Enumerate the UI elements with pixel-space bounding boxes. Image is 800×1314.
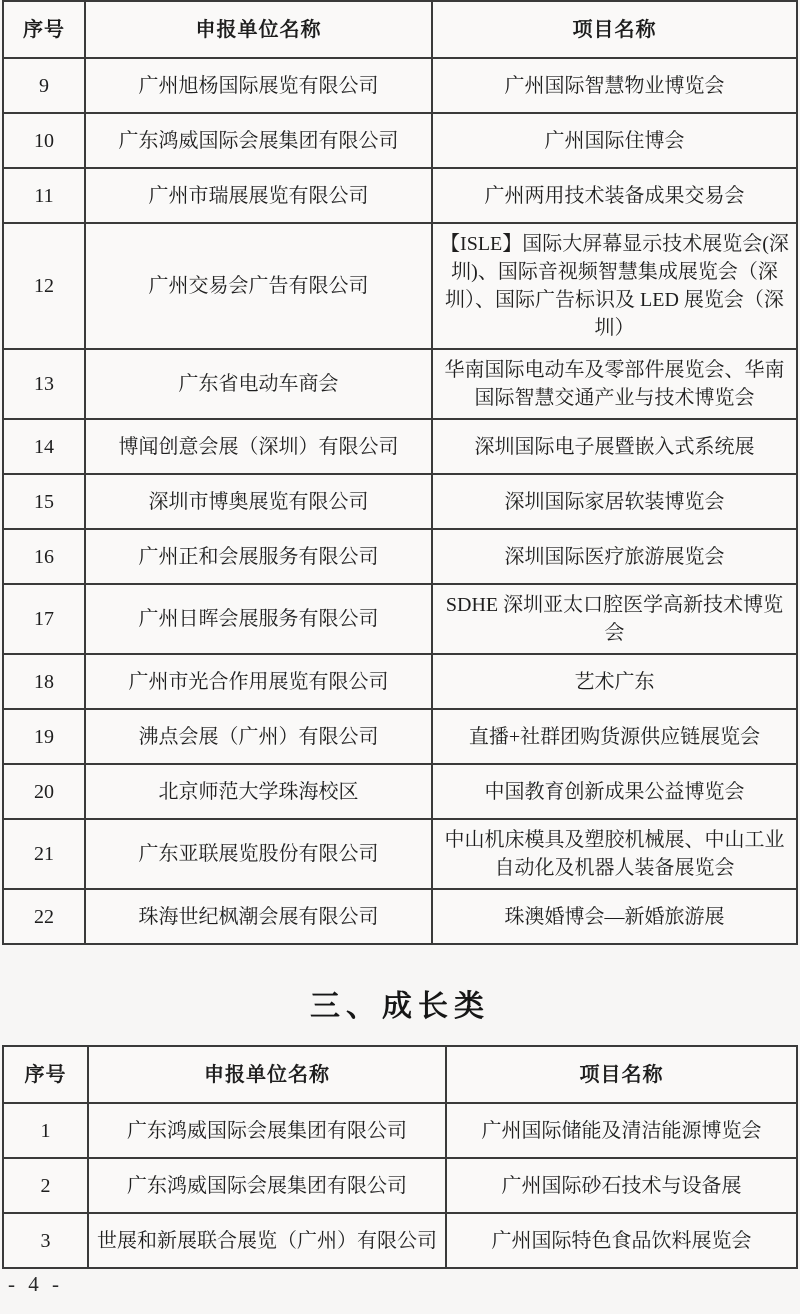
table-row <box>3 709 797 764</box>
project-name-cell: 中国教育创新成果公益博览会 <box>432 764 797 819</box>
table-row <box>3 223 797 349</box>
table-row <box>3 819 797 889</box>
column-header-project: 项目名称 <box>432 1 797 58</box>
table-row <box>3 58 797 113</box>
company-name-cell: 广州日晖会展服务有限公司 <box>85 584 432 654</box>
project-name-cell: 深圳国际电子展暨嵌入式系统展 <box>432 419 797 474</box>
project-name-cell: 深圳国际医疗旅游展览会 <box>432 529 797 584</box>
table-row <box>3 168 797 223</box>
company-name-cell: 深圳市博奥展览有限公司 <box>85 474 432 529</box>
page-number: - 4 - <box>8 1272 63 1296</box>
serial-number-cell: 9 <box>3 58 85 113</box>
project-name-cell: 【ISLE】国际大屏幕显示技术展览会(深圳)、国际音视频智慧集成展览会（深圳）、国际广告标识及 LED 展览会（深圳） <box>432 223 797 349</box>
company-name-cell: 广东鸿威国际会展集团有限公司 <box>88 1158 446 1213</box>
table-row <box>3 419 797 474</box>
table-row <box>3 764 797 819</box>
serial-number-cell: 22 <box>3 889 85 944</box>
project-name-cell: 华南国际电动车及零部件展览会、华南国际智慧交通产业与技术博览会 <box>432 349 797 419</box>
table-header-row <box>3 1046 797 1103</box>
serial-number-cell: 16 <box>3 529 85 584</box>
table-row <box>3 1103 797 1158</box>
column-header-company: 申报单位名称 <box>88 1046 446 1103</box>
project-name-cell: SDHE 深圳亚太口腔医学高新技术博览会 <box>432 584 797 654</box>
company-name-cell: 广州市光合作用展览有限公司 <box>85 654 432 709</box>
project-name-cell: 直播+社群团购货源供应链展览会 <box>432 709 797 764</box>
category-c-table <box>2 1045 798 1269</box>
company-name-cell: 世展和新展联合展览（广州）有限公司 <box>88 1213 446 1268</box>
serial-number-cell: 18 <box>3 654 85 709</box>
company-name-cell: 广州交易会广告有限公司 <box>85 223 432 349</box>
serial-number-cell: 11 <box>3 168 85 223</box>
project-name-cell: 广州国际住博会 <box>432 113 797 168</box>
table-row <box>3 654 797 709</box>
column-header-project: 项目名称 <box>446 1046 797 1103</box>
company-name-cell: 广州正和会展服务有限公司 <box>85 529 432 584</box>
company-name-cell: 北京师范大学珠海校区 <box>85 764 432 819</box>
serial-number-cell: 13 <box>3 349 85 419</box>
column-header-company: 申报单位名称 <box>85 1 432 58</box>
table-row <box>3 113 797 168</box>
project-name-cell: 广州国际特色食品饮料展览会 <box>446 1213 797 1268</box>
column-header-serial: 序号 <box>3 1 85 58</box>
table-row <box>3 529 797 584</box>
serial-number-cell: 17 <box>3 584 85 654</box>
table-row <box>3 474 797 529</box>
project-name-cell: 广州国际储能及清洁能源博览会 <box>446 1103 797 1158</box>
serial-number-cell: 15 <box>3 474 85 529</box>
serial-number-cell: 20 <box>3 764 85 819</box>
company-name-cell: 广东鸿威国际会展集团有限公司 <box>88 1103 446 1158</box>
section-heading-growth-category: 三、成长类 <box>310 990 490 1023</box>
column-header-serial: 序号 <box>3 1046 88 1103</box>
company-name-cell: 广东亚联展览股份有限公司 <box>85 819 432 889</box>
table-row <box>3 1213 797 1268</box>
table-row <box>3 1158 797 1213</box>
serial-number-cell: 10 <box>3 113 85 168</box>
serial-number-cell: 12 <box>3 223 85 349</box>
company-name-cell: 广州旭杨国际展览有限公司 <box>85 58 432 113</box>
serial-number-cell: 21 <box>3 819 85 889</box>
table-row <box>3 349 797 419</box>
category-b-table <box>2 0 798 945</box>
company-name-cell: 博闻创意会展（深圳）有限公司 <box>85 419 432 474</box>
company-name-cell: 沸点会展（广州）有限公司 <box>85 709 432 764</box>
company-name-cell: 广东鸿威国际会展集团有限公司 <box>85 113 432 168</box>
table-row <box>3 584 797 654</box>
serial-number-cell: 14 <box>3 419 85 474</box>
company-name-cell: 广州市瑞展展览有限公司 <box>85 168 432 223</box>
project-name-cell: 广州两用技术装备成果交易会 <box>432 168 797 223</box>
project-name-cell: 珠澳婚博会—新婚旅游展 <box>432 889 797 944</box>
serial-number-cell: 19 <box>3 709 85 764</box>
project-name-cell: 艺术广东 <box>432 654 797 709</box>
serial-number-cell: 3 <box>3 1213 88 1268</box>
table-row <box>3 889 797 944</box>
project-name-cell: 中山机床模具及塑胶机械展、中山工业自动化及机器人装备展览会 <box>432 819 797 889</box>
project-name-cell: 深圳国际家居软装博览会 <box>432 474 797 529</box>
company-name-cell: 广东省电动车商会 <box>85 349 432 419</box>
project-name-cell: 广州国际砂石技术与设备展 <box>446 1158 797 1213</box>
company-name-cell: 珠海世纪枫潮会展有限公司 <box>85 889 432 944</box>
serial-number-cell: 2 <box>3 1158 88 1213</box>
serial-number-cell: 1 <box>3 1103 88 1158</box>
project-name-cell: 广州国际智慧物业博览会 <box>432 58 797 113</box>
table-header-row <box>3 1 797 58</box>
